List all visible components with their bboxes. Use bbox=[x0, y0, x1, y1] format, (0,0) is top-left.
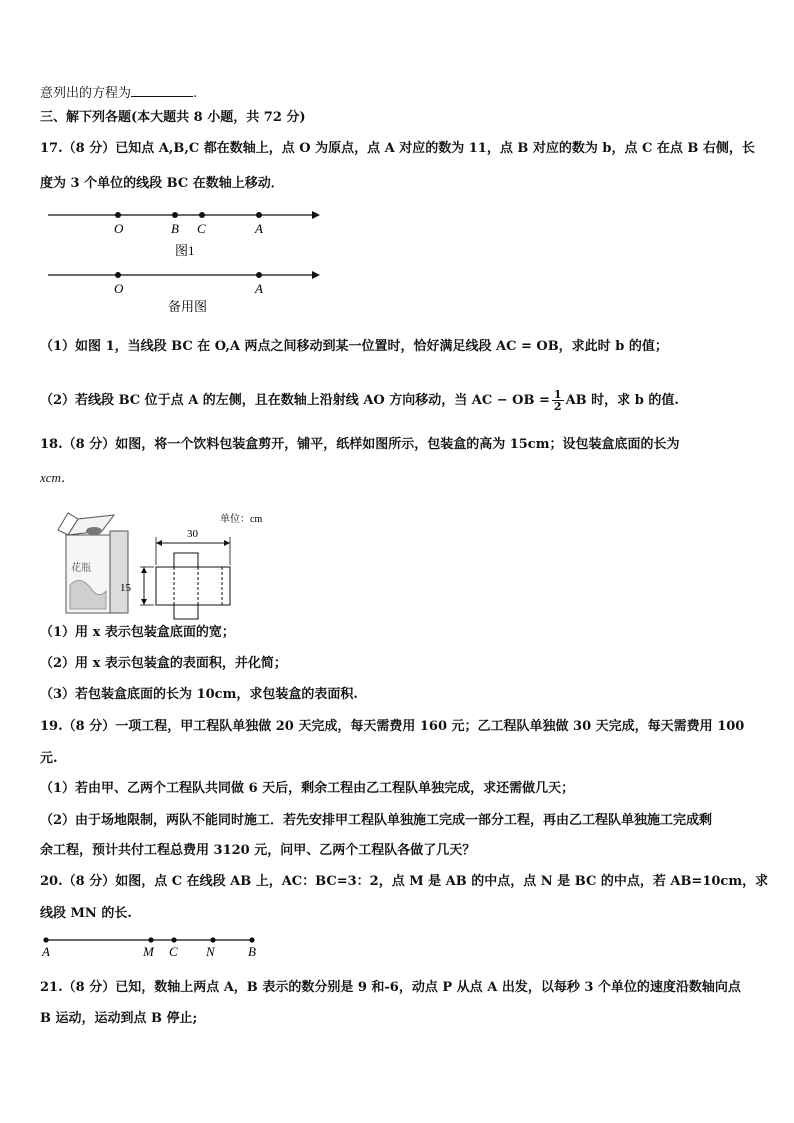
point-n-dot bbox=[210, 937, 215, 942]
fraction bbox=[552, 389, 564, 412]
q17-line1: 17.（8 分）已知点 A,B,C 都在数轴上，点 O 为原点，点 A 对应的数为 11，点 B 对应的数为 b，点 C 在点 B 右侧，长 bbox=[40, 141, 755, 156]
point-o-label: O bbox=[114, 221, 124, 236]
point-o-dot bbox=[115, 272, 121, 278]
q19-line1: 19.（8 分）一项工程，甲工程队单独做 20 天完成，每天需费用 160 元；乙工程队单独做 30 天完成，每天需费用 100 bbox=[40, 719, 745, 734]
point-a-dot bbox=[43, 937, 48, 942]
q18-line1: 18.（8 分）如图，将一个饮料包装盒剪开，铺平，纸样如图所示，包装盒的高为 15cm；设包装盒底面的长为 bbox=[40, 437, 680, 452]
point-b-dot bbox=[172, 212, 178, 218]
point-m-dot bbox=[148, 937, 153, 942]
q19-part1: （1）若由甲、乙两个工程队共同做 6 天后，剩余工程由乙工程队单独完成，求还需做几天； bbox=[40, 781, 575, 796]
height-label: 15 bbox=[120, 582, 131, 594]
drink-box-drawing bbox=[58, 513, 128, 613]
top-line bbox=[40, 84, 197, 102]
point-c-dot bbox=[199, 212, 205, 218]
q19-part2-b: 余工程，预计共付工程总费用 3120 元，问甲、乙两个工程队各做了几天？ bbox=[40, 843, 476, 858]
q17-part2-text-a: （2）若线段 BC 位于点 A 的左侧，且在数轴上沿射线 AO 方向移动，当 AC − OB = bbox=[40, 393, 550, 408]
q17-figure-1 bbox=[40, 205, 330, 260]
arrow-head-icon bbox=[312, 271, 320, 279]
point-o-dot bbox=[115, 212, 121, 218]
fraction-denominator: 2 bbox=[553, 400, 562, 413]
fraction-numerator: 1 bbox=[553, 388, 562, 401]
q18-part2: （2）用 x 表示包装盒的表面积，并化简； bbox=[40, 656, 287, 671]
point-b-dot bbox=[249, 937, 254, 942]
q17-part2-text-b: AB 时，求 b 的值. bbox=[565, 393, 679, 408]
figure-1-caption: 图1 bbox=[175, 243, 195, 258]
section-heading: 三、解下列各题(本大题共 8 小题，共 72 分) bbox=[40, 110, 306, 125]
q19-line2: 元. bbox=[40, 751, 58, 766]
q17-figure-2 bbox=[40, 265, 330, 320]
q20-line1: 20.（8 分）如图，点 C 在线段 AB 上，AC：BC=3：2，点 M 是 AB 的中点，点 N 是 BC 的中点，若 AB=10cm，求 bbox=[40, 874, 769, 889]
q20-figure bbox=[40, 931, 270, 961]
width-label: 30 bbox=[187, 528, 198, 540]
point-a-dot bbox=[256, 212, 262, 218]
answer-blank bbox=[131, 84, 193, 97]
q18-part3: （3）若包装盒底面的长为 10cm，求包装盒的表面积. bbox=[40, 687, 358, 702]
q17-part2 bbox=[40, 389, 679, 412]
point-c-label: C bbox=[169, 944, 178, 959]
q17-line2: 度为 3 个单位的线段 BC 在数轴上移动． bbox=[40, 176, 284, 191]
q18-line2: xcm． bbox=[40, 470, 74, 485]
top-line-text: 意列出的方程为 bbox=[40, 86, 132, 101]
q17-part1: （1）如图 1，当线段 BC 在 O,A 两点之间移动到某一位置时，恰好满足线段 AC = OB，求此时 b 的值； bbox=[40, 339, 668, 354]
q18-part1: （1）用 x 表示包装盒底面的宽； bbox=[40, 625, 235, 640]
point-a-label: A bbox=[42, 944, 50, 959]
point-a-label: A bbox=[255, 221, 263, 236]
point-c-dot bbox=[171, 937, 176, 942]
arrow-head-icon bbox=[312, 211, 320, 219]
top-line-end: . bbox=[193, 86, 198, 101]
point-n-label: N bbox=[206, 944, 215, 959]
point-o-label: O bbox=[114, 281, 124, 296]
box-net-drawing bbox=[140, 537, 230, 619]
q18-figure bbox=[40, 505, 300, 620]
box-brand-text: 花瓶 bbox=[71, 563, 91, 574]
unit-label: 单位：cm bbox=[220, 514, 263, 525]
figure-2-caption: 备用图 bbox=[168, 299, 208, 314]
point-b-label: B bbox=[248, 944, 256, 959]
q20-line2: 线段 MN 的长. bbox=[40, 906, 132, 921]
point-m-label: M bbox=[143, 944, 154, 959]
q19-part2-a: （2）由于场地限制，两队不能同时施工．若先安排甲工程队单独施工完成一部分工程，再由乙工程队单独施工完成剩 bbox=[40, 813, 713, 828]
point-b-label: B bbox=[171, 221, 179, 236]
q21-line1: 21.（8 分）已知，数轴上两点 A，B 表示的数分别是 9 和-6，动点 P 从点 A 出发，以每秒 3 个单位的速度沿数轴向点 bbox=[40, 980, 741, 995]
point-c-label: C bbox=[197, 221, 206, 236]
point-a-dot bbox=[256, 272, 262, 278]
point-a-label: A bbox=[255, 281, 263, 296]
q21-line2: B 运动，运动到点 B 停止; bbox=[40, 1011, 198, 1026]
